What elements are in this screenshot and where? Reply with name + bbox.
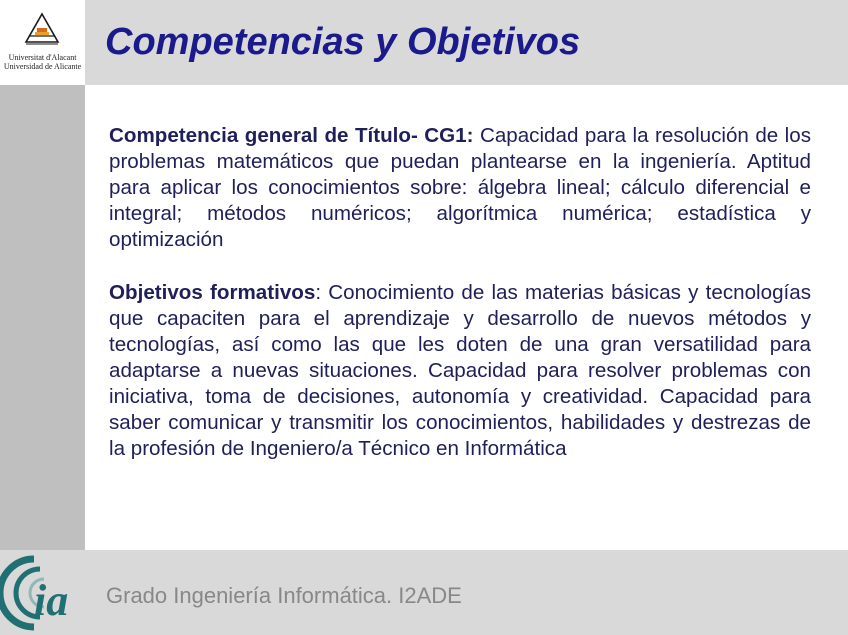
slide-title: Competencias y Objetivos (105, 21, 581, 63)
ia-logo-letters: ia (34, 576, 69, 625)
logo-text-valencian: Universitat d'Alacant (8, 53, 77, 62)
objetivos-text: : Conocimiento de las materias básicas y tecnologías que capaciten para el aprendizaje y desarrollo de nuevos métodos y tecnologías, así como las que les doten de una gran versatilidad para adaptarse a nuevas situaciones. Capacidad para resolver problemas con iniciativa, toma de decisiones, autonomía y creatividad. Capacidad para saber comunicar y transmitir los conocimientos, habilidades y destrezas de la profesión de Ingeniero/a Técnico en Informática (109, 281, 812, 460)
footer-course-title: Grado Ingeniería Informática. I2ADE (106, 583, 462, 608)
slide-content (109, 123, 811, 462)
objetivos-paragraph (109, 280, 811, 462)
ia-logo-icon (0, 553, 88, 633)
left-sidebar-band (0, 85, 85, 550)
university-logo (0, 0, 85, 85)
competencia-text: Capacidad para la resolución de los problemas matemáticos que puedan plantearse en la ingeniería. Aptitud para aplicar los conocimientos sobre: álgebra lineal; cálculo diferencial e integral; métodos numéricos; algorítmica numérica; estadística y optimización (109, 124, 811, 251)
objetivos-label: Objetivos formativos (109, 281, 316, 304)
competencia-paragraph (109, 123, 811, 253)
logo-text-spanish: Universidad de Alicante (3, 62, 82, 71)
competencia-label: Competencia general de Título- CG1: (109, 124, 474, 147)
university-emblem-icon (24, 12, 60, 46)
